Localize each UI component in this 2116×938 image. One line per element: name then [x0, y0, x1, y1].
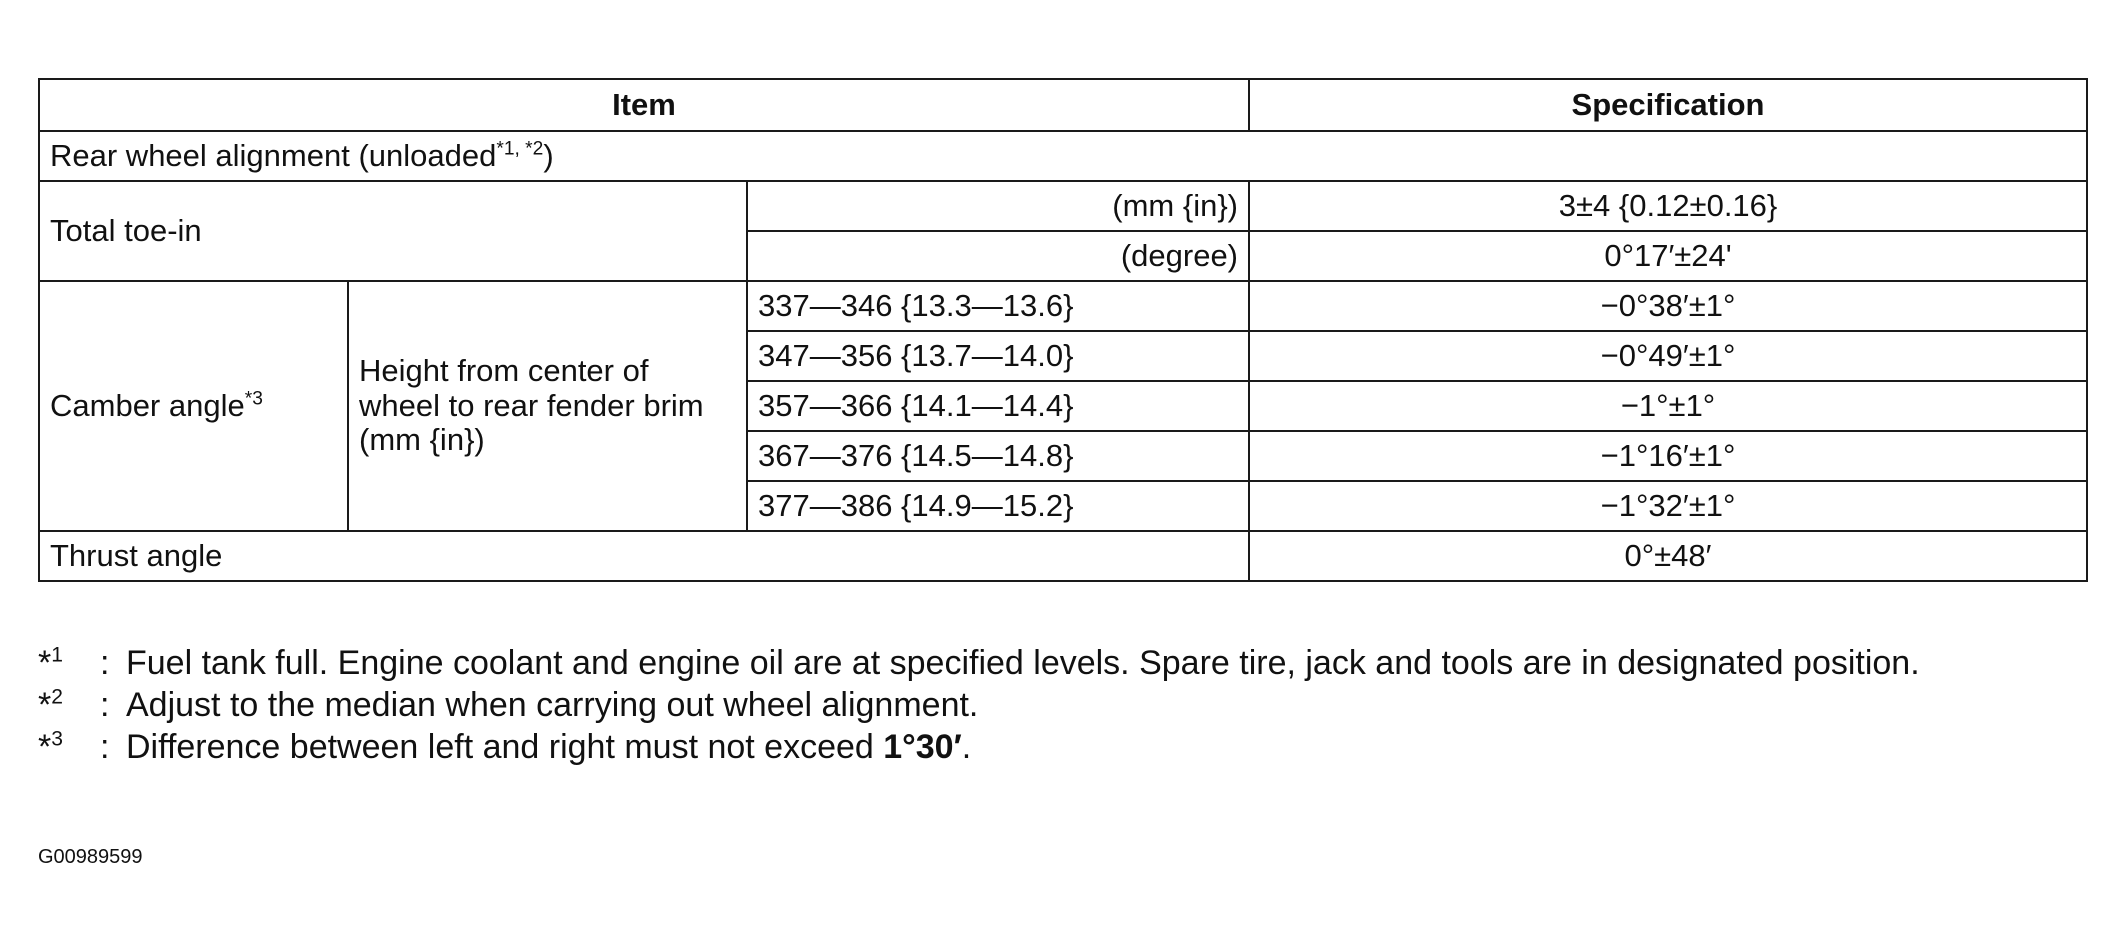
footnote-text-after: . [961, 728, 972, 766]
footnote-asterisk: * [38, 728, 52, 766]
footnote-number: 1 [51, 643, 63, 667]
section-title-close: ) [543, 137, 554, 173]
footnote-colon: : [100, 686, 110, 724]
section-title [39, 131, 2087, 181]
camber-range: 377—386 {14.9—15.2} [747, 481, 1249, 531]
camber-spec: −0°49′±1° [1249, 331, 2087, 381]
camber-label-sup: *3 [244, 388, 263, 410]
footnote-number: 3 [51, 727, 63, 751]
camber-sub-label: Height from center of wheel to rear fender brim (mm {in}) [348, 281, 747, 531]
toe-in-unit-degree: (degree) [747, 231, 1249, 281]
footnote-1 [38, 642, 2098, 684]
section-title-sup: *1, *2 [496, 138, 544, 160]
camber-spec: −0°38′±1° [1249, 281, 2087, 331]
footnote-text [126, 726, 2098, 768]
camber-spec: −1°16′±1° [1249, 431, 2087, 481]
camber-label-text: Camber angle [50, 387, 245, 423]
footnote-mark [38, 642, 100, 684]
footnote-asterisk: * [38, 686, 52, 724]
footnote-asterisk: * [38, 644, 52, 682]
document-id: G00989599 [38, 846, 143, 868]
camber-spec: −1°32′±1° [1249, 481, 2087, 531]
camber-range: 337—346 {13.3—13.6} [747, 281, 1249, 331]
footnote-3 [38, 726, 2098, 768]
alignment-spec-table [38, 78, 2088, 582]
table-row [39, 531, 2087, 581]
header-item: Item [39, 79, 1249, 131]
footnotes [38, 642, 2098, 768]
footnote-colon: : [100, 728, 110, 766]
section-row [39, 131, 2087, 181]
camber-spec: −1°±1° [1249, 381, 2087, 431]
footnote-number: 2 [51, 685, 63, 709]
camber-label [39, 281, 348, 531]
camber-range: 347—356 {13.7—14.0} [747, 331, 1249, 381]
table-row [39, 281, 2087, 331]
footnote-colon: : [100, 644, 110, 682]
footnote-text-bold: 1°30′ [883, 728, 962, 766]
thrust-label: Thrust angle [39, 531, 1249, 581]
footnote-text: Fuel tank full. Engine coolant and engine oil are at specified levels. Spare tire, jack and tools are in designated position. [126, 644, 1920, 682]
footnote-2 [38, 684, 2098, 726]
table-row [39, 181, 2087, 231]
toe-in-unit-mm: (mm {in}) [747, 181, 1249, 231]
section-title-text: Rear wheel alignment (unloaded [50, 137, 497, 173]
camber-range: 367—376 {14.5—14.8} [747, 431, 1249, 481]
footnote-mark [38, 726, 100, 768]
camber-range: 357—366 {14.1—14.4} [747, 381, 1249, 431]
footnote-mark [38, 684, 100, 726]
toe-in-label: Total toe-in [39, 181, 747, 281]
toe-in-spec-degree: 0°17′±24' [1249, 231, 2087, 281]
header-specification: Specification [1249, 79, 2087, 131]
thrust-spec: 0°±48′ [1249, 531, 2087, 581]
footnote-text: Adjust to the median when carrying out wheel alignment. [126, 686, 979, 724]
table-header-row [39, 79, 2087, 131]
footnote-text-before: Difference between left and right must not exceed [126, 728, 884, 766]
toe-in-spec-mm: 3±4 {0.12±0.16} [1249, 181, 2087, 231]
